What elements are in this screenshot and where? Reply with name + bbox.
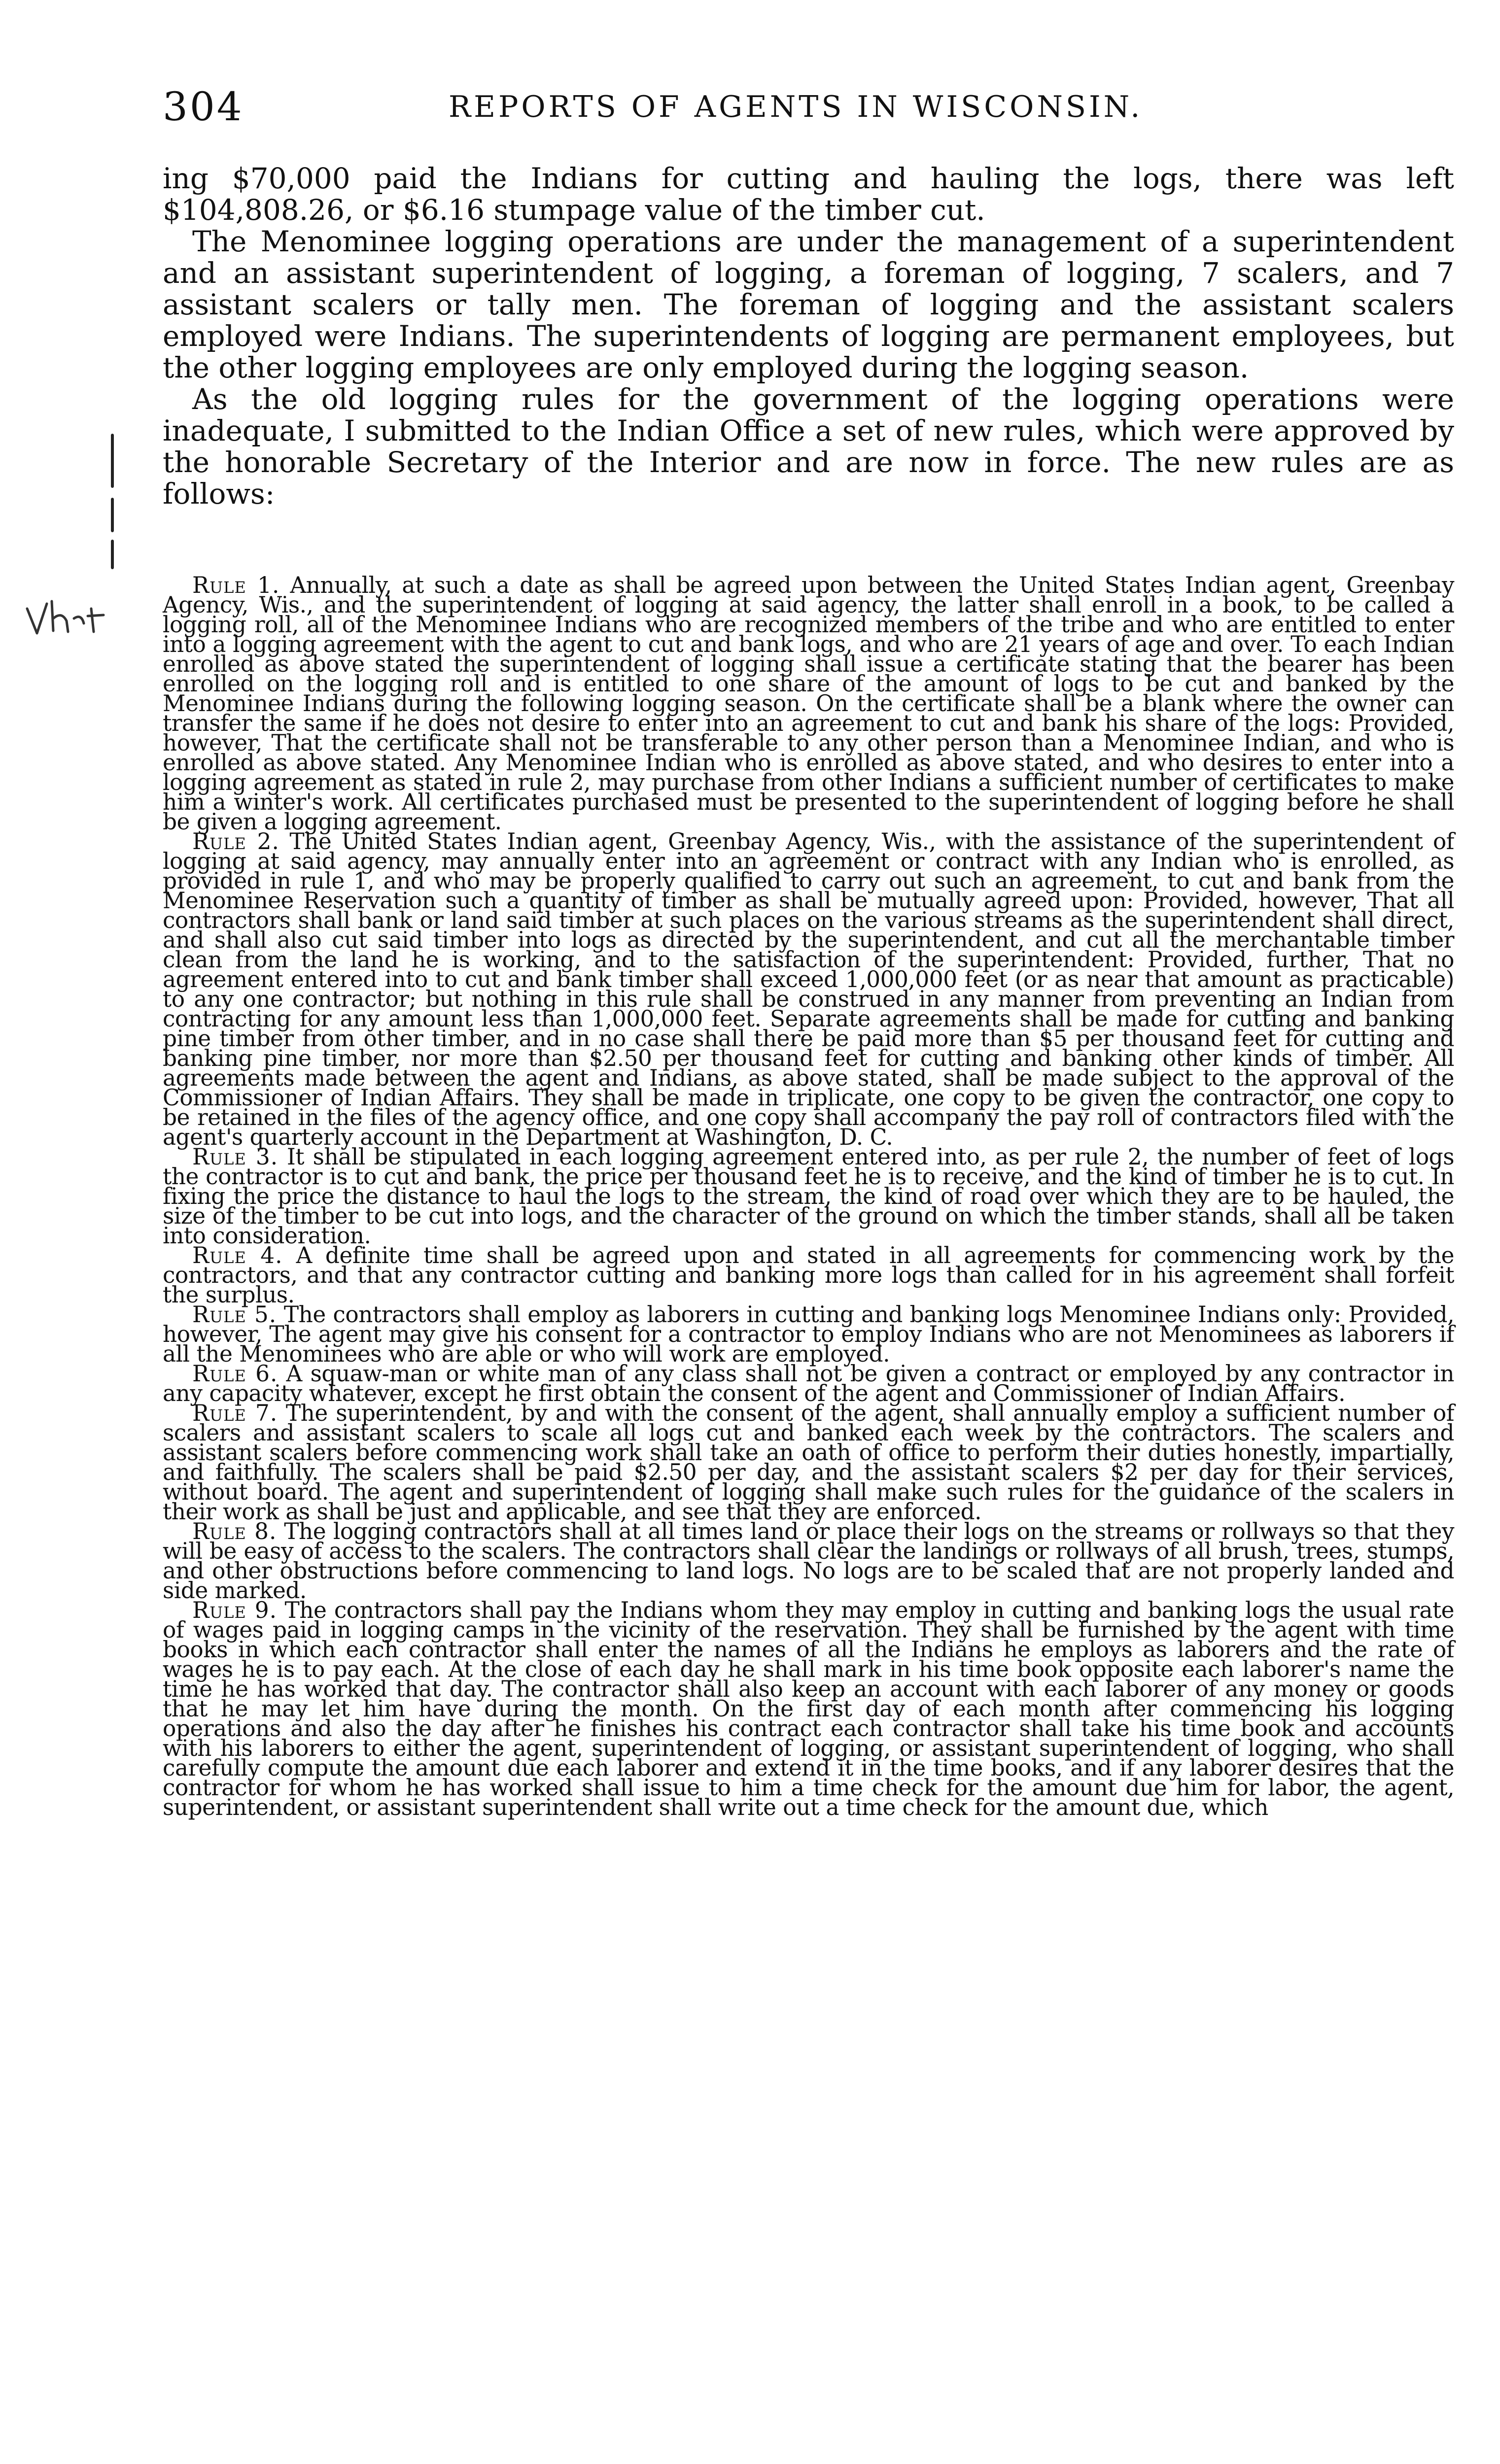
rule-label: Rule 1. <box>192 572 280 598</box>
body-text <box>163 163 1454 510</box>
rule-paragraph <box>163 1144 1454 1249</box>
rule-label: Rule 3. <box>192 1144 279 1170</box>
margin-handwritten-annotation <box>25 596 108 641</box>
page-number: 304 <box>163 84 244 130</box>
rule-paragraph <box>163 1597 1454 1820</box>
rule-text: A definite time shall be agreed upon and stated in all agreements for commencing work by the contractors, and that any contractor cutting and banking more logs than called for in his agreement shall forfeit the surplus. <box>163 1242 1455 1308</box>
rule-label: Rule 7. <box>192 1400 278 1426</box>
rule-paragraph <box>163 1400 1455 1525</box>
rule-text: The superintendent, by and with the consent of the agent, shall annually employ a sufficient number of scalers and assistant scalers to scale all logs cut and banked each week by the contractors. The scalers and assistant scalers before commencing work shall take an oath of office to perform their duties honestly, impartially, and faithfully. The scalers shall be paid $2.50 per day, and the assistant scalers $2 per day for their services, without board. The agent and superintendent of logging shall make such rules for the guidance of the scalers in their work as shall be just and applicable, and see that they are enforced. <box>163 1400 1455 1525</box>
rule-text: It shall be stipulated in each logging agreement entered into, as per rule 2, the number of feet of logs the contractor is to cut and bank, the price per thousand feet he is to receive, and the kind of timber he is to cut. In fixing the price the distance to haul the logs to the stream, the kind of road over which they are to be hauled, the size of the timber to be cut into logs, and the character of the ground on which the timber stands, shall all be taken into consideration. <box>163 1144 1454 1249</box>
rule-label: Rule 8. <box>192 1518 277 1544</box>
rule-paragraph <box>163 1301 1454 1367</box>
margin-pencil-mark <box>111 434 117 572</box>
rule-text: Annually, at such a date as shall be agreed upon between the United States Indian agent, Greenbay Agency, Wis., and the superintendent of logging at said agency, the latter shall enroll in a book, to be called a logging roll, all of the Menominee Indians who are recognized members of the tribe and who are entitled to enter into a logging agreement with the agent to cut and bank logs, and who are 21 years of age and over. To each Indian enrolled as above stated the superintendent of logging shall issue a certificate stating that the bearer has been enrolled on the logging roll and is entitled to one share of the amount of logs to be cut and banked by the Menominee Indians during the following logging season. On the certificate shall be a blank where the owner can transfer the same if he does not desire to enter into an agreement to cut and bank his share of the logs: Provided, however, That the certificate shall not be transferable to any other person than a Menominee Indian, and who is enrolled as above stated. Any Menominee Indian who is enrolled as above stated, and who desires to enter into a logging agreement as stated in rule 2, may purchase from other Indians a sufficient number of certificates to make him a winter's work. All certificates purchased must be presented to the superintendent of logging before he shall be given a logging agreement. <box>163 572 1455 835</box>
rule-label: Rule 6. <box>192 1361 278 1387</box>
rule-label: Rule 5. <box>192 1301 277 1328</box>
rule-paragraph <box>163 828 1454 1150</box>
rule-label: Rule 4. <box>192 1242 283 1268</box>
rule-text: A squaw-man or white man of any class shall not be given a contract or employed by any contractor in any capacity whatever, except he first obtain the consent of the agent and Commissioner of Indian Affairs. <box>163 1361 1454 1406</box>
rule-paragraph <box>163 1242 1455 1308</box>
rule-text: The contractors shall pay the Indians whom they may employ in cutting and banking logs the usual rate of wages paid in logging camps in the vicinity of the reservation. They shall be furnished by the agent with time books in which each contractor shall enter the names of all the Indians he employs as laborers and the rate of wages he is to pay each. At the close of each day he shall mark in his time book opposite each laborer's name the time he has worked that day. The contractor shall also keep an account with each laborer of any money or goods that he may let him have during the month. On the first day of each month after commencing his logging operations and also the day after he finishes his contract each contractor shall take his time book and accounts with his laborers to either the agent, superintendent of logging, or assistant superintendent of logging, who shall carefully compute the amount due each laborer and extend it in the time books, and if any laborer desires that the contractor for whom he has worked shall issue to him a time check for the amount due him for labor, the agent, superintendent, or assistant superintendent shall write out a time check for the amount due, which <box>163 1597 1454 1820</box>
page-header <box>163 84 1454 138</box>
rule-text: The contractors shall employ as laborers in cutting and banking logs Menominee Indians only: Provided, however, The agent may give his consent for a contractor to employ Indians who are not Menominees as laborers if all the Menominees who are able or who will work are employed. <box>163 1301 1454 1367</box>
paragraph: The Menominee logging operations are under the management of a superintendent and an assistant superintendent of logging, a foreman of logging, 7 scalers, and 7 assistant scalers or tally men. The foreman of logging and the assistant scalers employed were Indians. The superintendents of logging are permanent employees, but the other logging employees are only employed during the logging season. <box>163 225 1454 384</box>
rule-text: The United States Indian agent, Greenbay Agency, Wis., with the assistance of the superintendent of logging at said agency, may annually enter into an agreement or contract with any Indian who is enrolled, as provided in rule 1, and who may be properly qualified to carry out such an agreement, to cut and bank from the Menominee Reservation such a quantity of timber as shall be mutually agreed upon: Provided, however, That all contractors shall bank or land said timber at such places on the various streams as the superintendent shall direct, and shall also cut said timber into logs as directed by the superintendent, and cut all the merchantable timber clean from the land he is working, and to the satisfaction of the superintendent: Provided, further, That no agreement entered into to cut and bank timber shall exceed 1,000,000 feet (or as near that amount as practicable) to any one contractor; but nothing in this rule shall be construed in any manner from preventing an Indian from contracting for any amount less than 1,000,000 feet. Separate agreements shall be made for cutting and banking pine timber from other timber, and in no case shall there be paid more than $5 per thousand feet for cutting and banking pine timber, nor more than $2.50 per thousand feet for cutting and banking other kinds of timber. All agreements made between the agent and Indians, as above stated, shall be made subject to the approval of the Commissioner of Indian Affairs. They shall be made in triplicate, one copy to be given the contractor, one copy to be retained in the files of the agency office, and one copy shall accompany the pay roll of contractors filed with the agent's quarterly account in the Department at Washington, D. C. <box>163 828 1454 1150</box>
rule-text: The logging contractors shall at all times land or place their logs on the streams or rollways so that they will be easy of access to the scalers. The contractors shall clear the landings or rollways of all brush, trees, stumps, and other obstructions before commencing to land logs. No logs are to be scaled that are not properly landed and side marked. <box>163 1518 1454 1604</box>
rules-section <box>163 572 1455 1820</box>
running-head: REPORTS OF AGENTS IN WISCONSIN. <box>449 90 1143 124</box>
rule-label: Rule 9. <box>192 1597 278 1623</box>
rule-label: Rule 2. <box>192 828 279 855</box>
rule-paragraph <box>163 1518 1454 1604</box>
paragraph: As the old logging rules for the government of the logging operations were inadequate, I submitted to the Indian Office a set of new rules, which were approved by the honorable Secretary of the Interior and are now in force. The new rules are as follows: <box>163 382 1454 511</box>
rule-paragraph <box>163 572 1455 835</box>
paragraph: ing $70,000 paid the Indians for cutting and hauling the logs, there was left $104,808.26, or $6.16 stumpage value of the timber cut. <box>163 162 1454 227</box>
rule-paragraph <box>163 1361 1454 1406</box>
